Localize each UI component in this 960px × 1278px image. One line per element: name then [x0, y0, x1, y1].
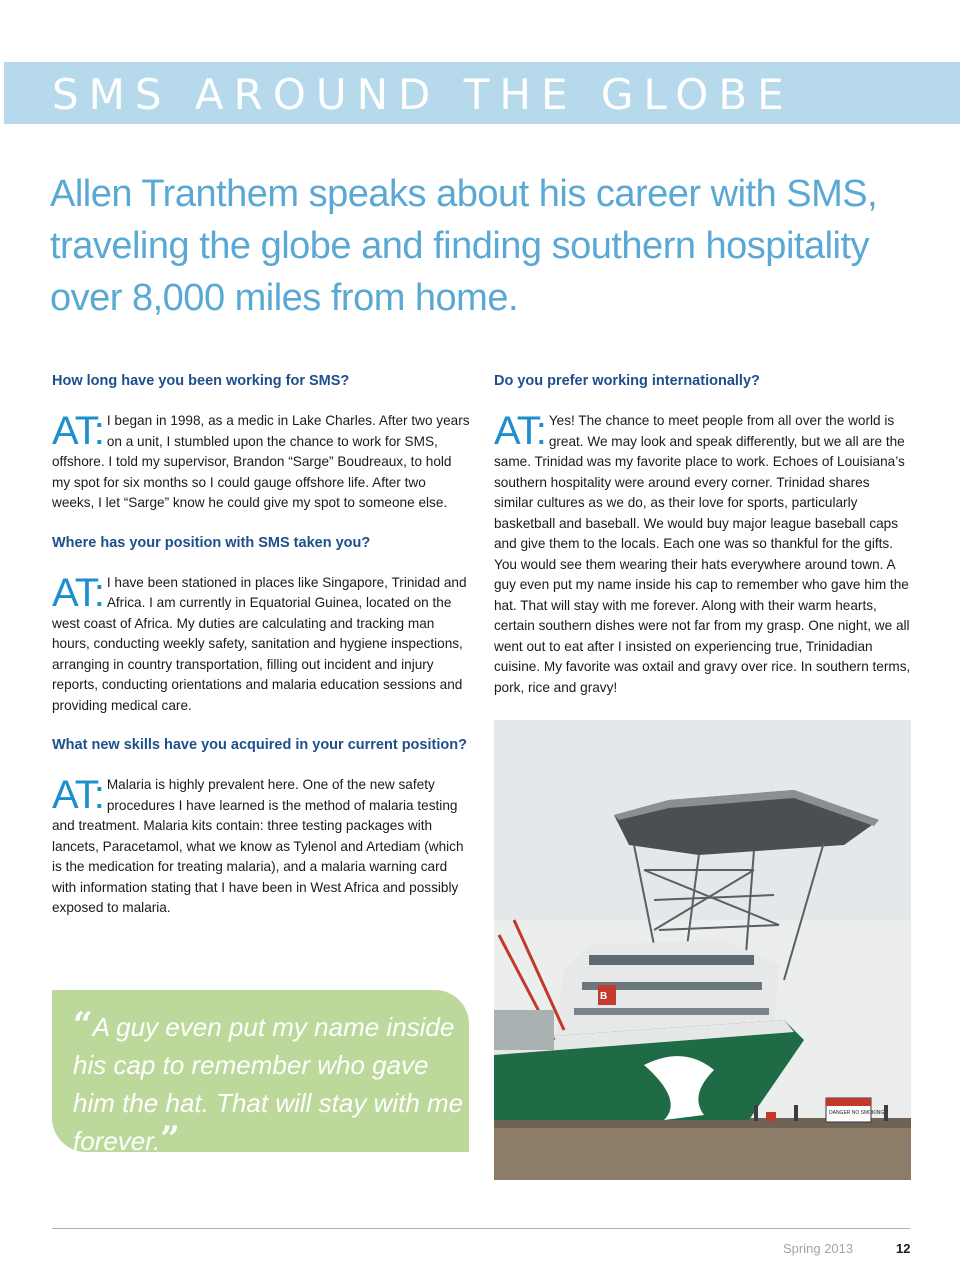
question-1: How long have you been working for SMS?	[52, 373, 350, 389]
footer-issue: Spring 2013	[783, 1241, 854, 1256]
page-number: 12	[896, 1241, 911, 1256]
answer-initials: AT:	[52, 570, 104, 615]
answer-2-text: I have been stationed in places like Singapore, Trinidad and Africa. I am currently in Equatorial Guinea, located on the west coast of Africa. My duties are calculating and tracking man hours, conducting weekly safety, sanitation and hygiene inspections, arranging in country transportation, filling out incident and injury reports, conducting orientations and malaria education sessions and providing medical care.	[52, 574, 467, 713]
question-4: Do you prefer working internationally?	[494, 373, 760, 389]
answer-4	[494, 411, 912, 698]
page-title: SMS AROUND THE GLOBE	[52, 70, 794, 119]
answer-1-text: I began in 1998, as a medic in Lake Charles. After two years on a unit, I stumbled upon the chance to work for SMS, offshore. I told my supervisor, Brandon “Sarge” Boudreaux, to hold my spot for six months so I could gauge offshore life. After two weeks, I let “Sarge” know he could give my spot to someone else.	[52, 413, 470, 510]
pull-quote	[73, 1005, 465, 1160]
answer-1	[52, 411, 470, 514]
answer-initials: AT:	[494, 409, 546, 453]
offshore-vessel-image	[494, 720, 911, 1180]
dock-sign-text: DANGER NO SMOKING	[829, 1110, 885, 1116]
question-3: What new skills have you acquired in your current position?	[52, 737, 467, 753]
footer-divider	[52, 1228, 910, 1229]
close-quote-mark: ”	[160, 1119, 180, 1159]
ship-photo	[494, 720, 911, 1180]
question-2: Where has your position with SMS taken you?	[52, 534, 371, 551]
svg-text:B: B	[600, 991, 608, 1002]
answer-4-text: Yes! The chance to meet people from all over the world is great. We may look and speak differently, but we all are the same. Trinidad was my favorite place to work. Echoes of Louisiana’s southern hospitality were around every corner. Trinidad shares similar cultures as we do, as their love for sports, particularly basketball and baseball. We would buy major league baseball caps and give them to the locals. Each one was so thankful for the gifts. You would see them wearing their hats everywhere around town. A guy even put my name inside his cap to remember who gave him the hat. That will stay with me forever. Along with their warm hearts, certain southern dishes were not far from my grasp. One night, we all went out to eat after I insisted on experiencing true, Trinidadian cuisine. My favorite was oxtail and gravy over rice. In southern terms, pork, rice and gravy!	[494, 413, 911, 695]
pull-quote-text: A guy even put my name inside his cap to remember who gave him the hat. That will stay with me forever.	[73, 1012, 464, 1156]
answer-initials: AT:	[52, 409, 104, 453]
article-subtitle: Allen Tranthem speaks about his career with SMS, traveling the globe and finding southern hospitality over 8,000 miles from home.	[50, 173, 878, 319]
answer-3	[52, 775, 470, 919]
answer-initials: AT:	[52, 773, 104, 817]
right-column	[494, 371, 912, 698]
ship-name-label: SVARON PE	[589, 1047, 642, 1057]
open-quote-mark: “	[73, 1005, 93, 1045]
left-column	[52, 371, 470, 919]
answer-2	[52, 570, 470, 717]
answer-3-text: Malaria is highly prevalent here. One of the new safety procedures I have learned is the method of malaria testing and treatment. Malaria kits contain: three testing packages with lancets, Paracetamol, what we know as Tylenol and Artediam (which is the medication for treating malaria), and a malaria warning card with information stating that I have been in West Africa and possibly exposed to malaria.	[52, 777, 464, 915]
